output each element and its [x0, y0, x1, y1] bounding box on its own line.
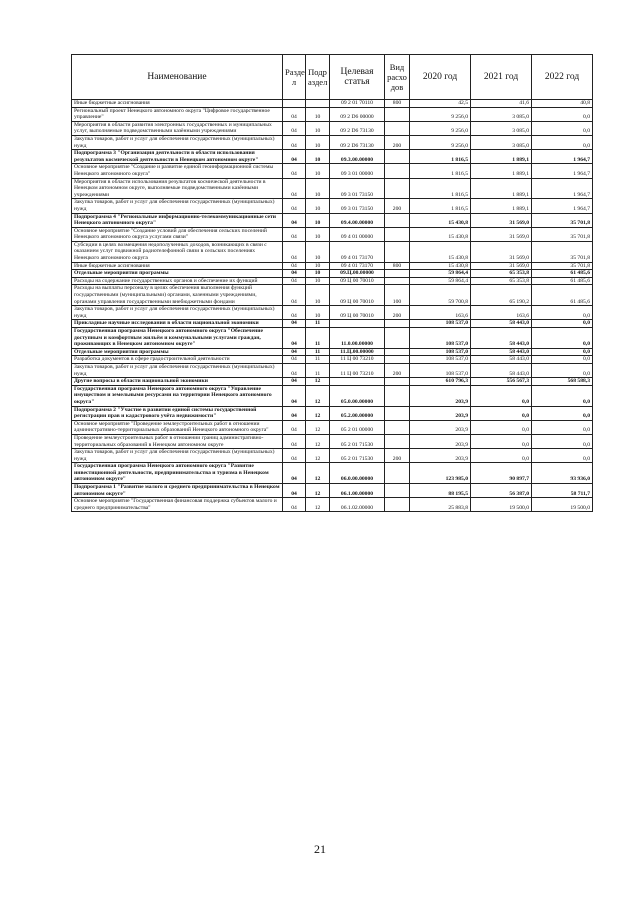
cell-name: Отдельные мероприятия программы: [72, 348, 283, 356]
cell-podrazdel: 10: [306, 262, 330, 270]
cell-expense-type: [385, 270, 410, 278]
cell-podrazdel: [306, 100, 330, 108]
cell-2021: 0,0: [471, 434, 532, 448]
table-header-row: [72, 55, 593, 100]
table-row: [72, 241, 593, 262]
cell-target-article: 09 3 01 73150: [330, 178, 385, 199]
cell-expense-type: [385, 320, 410, 328]
cell-2021: 31 569,0: [471, 262, 532, 270]
cell-target-article: 11 Ц 00 73210: [330, 363, 385, 377]
cell-name: Государственная программа Ненецкого автономного округа "Управление имуществом и земельными ресурсами на территории Ненецкого автономного округа": [72, 385, 283, 406]
cell-2021: 58 443,0: [471, 348, 532, 356]
cell-podrazdel: 12: [306, 498, 330, 512]
cell-name: Подпрограмма 4 "Региональные информационно-телекоммуникационные сети Ненецкого автономного округа": [72, 213, 283, 227]
cell-podrazdel: 12: [306, 385, 330, 406]
header-podrazdel: Подр аздел: [306, 55, 330, 100]
cell-expense-type: [385, 121, 410, 135]
cell-2020: 108 537,0: [410, 356, 471, 364]
cell-2020: 108 537,0: [410, 320, 471, 328]
cell-podrazdel: 10: [306, 270, 330, 278]
cell-razdel: 04: [283, 328, 306, 349]
cell-expense-type: [385, 348, 410, 356]
cell-2022: 0,0: [532, 385, 593, 406]
cell-2022: 58 711,7: [532, 484, 593, 498]
cell-name: Расходы на содержание государственных органов и обеспечение их функций: [72, 277, 283, 285]
cell-target-article: 09 4 01 00000: [330, 227, 385, 241]
cell-2020: 88 195,5: [410, 484, 471, 498]
cell-podrazdel: 10: [306, 277, 330, 285]
cell-name: Государственная программа Ненецкого автономного округа "Обеспечение доступным и комфортным жильём и коммунальными услугами граждан, проживающих в Ненецком автономном округе": [72, 328, 283, 349]
cell-razdel: 04: [283, 484, 306, 498]
cell-2021: 0,0: [471, 420, 532, 434]
cell-target-article: 09 Ц 00 70010: [330, 285, 385, 306]
cell-2021: 556 567,3: [471, 378, 532, 386]
cell-name: Субсидии в целях возмещения недополученных доходов, возникающих в связи с оказанием услуг подвижной радиотелефонной связи в сельских поселениях Ненецкого автономного округа: [72, 241, 283, 262]
cell-razdel: 04: [283, 348, 306, 356]
cell-2020: 203,9: [410, 434, 471, 448]
cell-expense-type: 200: [385, 135, 410, 149]
cell-2022: 0,0: [532, 363, 593, 377]
cell-target-article: 05 2 01 71530: [330, 449, 385, 463]
cell-2022: 1 964,7: [532, 178, 593, 199]
cell-2021: 3 085,0: [471, 121, 532, 135]
cell-name: Закупка товаров, работ и услуг для обеспечения государственных (муниципальных) нужд: [72, 199, 283, 213]
cell-podrazdel: 10: [306, 178, 330, 199]
cell-2020: 42,5: [410, 100, 471, 108]
cell-podrazdel: 10: [306, 285, 330, 306]
cell-2020: 1 816,5: [410, 199, 471, 213]
cell-target-article: 09.Ц.00.00000: [330, 270, 385, 278]
cell-2021: 0,0: [471, 449, 532, 463]
cell-name: Отдельные мероприятия программы: [72, 270, 283, 278]
cell-expense-type: [385, 406, 410, 420]
cell-2022: 1 964,7: [532, 150, 593, 164]
cell-name: Подпрограмма 3 "Организация деятельности в области использования результатов космической деятельности в Ненецком автономном округе": [72, 150, 283, 164]
cell-2021: 58 443,0: [471, 320, 532, 328]
cell-name: Основное мероприятие "Проведение землеустроительных работ в отношении административно-территориальных образований Ненецкого автономного округа": [72, 420, 283, 434]
table-row: [72, 406, 593, 420]
cell-target-article: 09 3 01 00000: [330, 164, 385, 178]
table-row: [72, 363, 593, 377]
table-row: [72, 328, 593, 349]
table-row: [72, 378, 593, 386]
cell-2022: 40,8: [532, 100, 593, 108]
cell-podrazdel: 11: [306, 328, 330, 349]
cell-podrazdel: 10: [306, 227, 330, 241]
cell-2021: 1 889,1: [471, 178, 532, 199]
cell-2020: 9 256,0: [410, 107, 471, 121]
cell-2022: 0,0: [532, 320, 593, 328]
cell-2020: 163,6: [410, 306, 471, 320]
cell-razdel: 04: [283, 135, 306, 149]
cell-2022: 19 500,0: [532, 498, 593, 512]
cell-podrazdel: 11: [306, 363, 330, 377]
cell-target-article: 11.0.00.00000: [330, 328, 385, 349]
table-row: [72, 420, 593, 434]
cell-2020: 108 537,0: [410, 348, 471, 356]
header-2022: 2022 год: [532, 55, 593, 100]
cell-podrazdel: 12: [306, 449, 330, 463]
cell-target-article: 09 4 01 73170: [330, 241, 385, 262]
cell-target-article: 09 2 D6 73130: [330, 135, 385, 149]
cell-2022: 0,0: [532, 420, 593, 434]
cell-podrazdel: 12: [306, 484, 330, 498]
cell-2022: 0,0: [532, 328, 593, 349]
cell-razdel: 04: [283, 213, 306, 227]
cell-2022: 0,0: [532, 356, 593, 364]
cell-name: Иные бюджетные ассигнования: [72, 100, 283, 108]
cell-podrazdel: 10: [306, 135, 330, 149]
cell-name: Закупка товаров, работ и услуг для обеспечения государственных (муниципальных) нужд: [72, 135, 283, 149]
cell-2021: 65 353,8: [471, 270, 532, 278]
header-razdel: Разде л: [283, 55, 306, 100]
cell-target-article: 09 2 D6 73130: [330, 121, 385, 135]
cell-2020: 203,9: [410, 449, 471, 463]
cell-expense-type: [385, 420, 410, 434]
table-row: [72, 213, 593, 227]
cell-podrazdel: 11: [306, 348, 330, 356]
cell-2020: 108 537,0: [410, 363, 471, 377]
table-row: [72, 164, 593, 178]
cell-name: Проведение землеустроительных работ в отношении границ административно-территориальных образований в Ненецком автономном округе: [72, 434, 283, 448]
cell-2020: 9 256,0: [410, 121, 471, 135]
cell-target-article: 06.1.02.00000: [330, 498, 385, 512]
cell-razdel: 04: [283, 107, 306, 121]
cell-2021: 3 085,0: [471, 107, 532, 121]
cell-expense-type: 200: [385, 449, 410, 463]
cell-2021: 31 569,0: [471, 227, 532, 241]
cell-razdel: 04: [283, 463, 306, 484]
cell-target-article: 05.2.00.00000: [330, 406, 385, 420]
cell-razdel: 04: [283, 164, 306, 178]
cell-2021: 56 387,0: [471, 484, 532, 498]
cell-2022: 0,0: [532, 406, 593, 420]
cell-expense-type: [385, 463, 410, 484]
cell-expense-type: [385, 328, 410, 349]
cell-2020: 15 430,8: [410, 241, 471, 262]
cell-target-article: 06.1.00.00000: [330, 484, 385, 498]
cell-expense-type: [385, 241, 410, 262]
cell-2020: 203,9: [410, 406, 471, 420]
cell-razdel: 04: [283, 385, 306, 406]
cell-target-article: 09 Ц 00 70010: [330, 306, 385, 320]
cell-podrazdel: 12: [306, 378, 330, 386]
cell-2022: 0,0: [532, 306, 593, 320]
cell-podrazdel: 10: [306, 107, 330, 121]
cell-2021: 41,6: [471, 100, 532, 108]
cell-name: Мероприятия в области развития электронных государственных и муниципальных услуг, выполняемые подведомственными казёнными учреждениями: [72, 121, 283, 135]
cell-name: Иные бюджетные ассигнования: [72, 262, 283, 270]
cell-target-article: 09.3.00.00000: [330, 150, 385, 164]
cell-razdel: 04: [283, 434, 306, 448]
cell-2021: 31 569,0: [471, 241, 532, 262]
table-row: [72, 121, 593, 135]
cell-name: Закупка товаров, работ и услуг для обеспечения государственных (муниципальных) нужд: [72, 306, 283, 320]
cell-expense-type: 800: [385, 100, 410, 108]
cell-razdel: 04: [283, 420, 306, 434]
cell-target-article: 05.0.00.00000: [330, 385, 385, 406]
cell-target-article: 09 Ц 00 70010: [330, 277, 385, 285]
cell-name: Подпрограмма 2 "Участие в развитии единой системы государственной регистрации прав и кадастрового учёта недвижимости": [72, 406, 283, 420]
cell-2020: 15 430,8: [410, 213, 471, 227]
cell-2022: 0,0: [532, 121, 593, 135]
cell-expense-type: [385, 107, 410, 121]
cell-razdel: 04: [283, 285, 306, 306]
table-row: [72, 262, 593, 270]
table-row: [72, 150, 593, 164]
cell-name: Другие вопросы в области национальной экономики: [72, 378, 283, 386]
cell-razdel: 04: [283, 356, 306, 364]
cell-2022: 35 701,8: [532, 227, 593, 241]
cell-2020: 108 537,0: [410, 328, 471, 349]
cell-target-article: 05 2 01 71530: [330, 434, 385, 448]
cell-2021: 58 443,0: [471, 356, 532, 364]
cell-podrazdel: 12: [306, 463, 330, 484]
cell-target-article: 11.Ц.00.00000: [330, 348, 385, 356]
cell-2020: 9 256,0: [410, 135, 471, 149]
cell-name: Разработка документов в сфере градостроительной деятельности: [72, 356, 283, 364]
table-row: [72, 107, 593, 121]
cell-target-article: 09.4.00.00000: [330, 213, 385, 227]
cell-expense-type: [385, 277, 410, 285]
cell-name: Расходы на выплаты персоналу в целях обеспечения выполнения функций государственными (муниципальными) органами, казенными учреждениями, органами управления государственными внебюджетными фондами: [72, 285, 283, 306]
cell-2020: 59 864,4: [410, 270, 471, 278]
cell-razdel: [283, 100, 306, 108]
cell-name: Государственная программа Ненецкого автономного округа "Развитие инвестиционной деятельности, предпринимательства и туризма в Ненецком автономном округе": [72, 463, 283, 484]
cell-name: Закупка товаров, работ и услуг для обеспечения государственных (муниципальных) нужд: [72, 363, 283, 377]
cell-podrazdel: 10: [306, 241, 330, 262]
cell-podrazdel: 10: [306, 164, 330, 178]
table-row: [72, 277, 593, 285]
cell-2021: 1 889,1: [471, 199, 532, 213]
table-row: [72, 135, 593, 149]
cell-expense-type: 200: [385, 306, 410, 320]
cell-2022: 35 701,8: [532, 262, 593, 270]
cell-2022: 0,0: [532, 135, 593, 149]
cell-podrazdel: 11: [306, 356, 330, 364]
cell-expense-type: [385, 213, 410, 227]
cell-expense-type: [385, 378, 410, 386]
cell-name: Прикладные научные исследования в области национальной экономики: [72, 320, 283, 328]
cell-razdel: 04: [283, 306, 306, 320]
cell-razdel: 04: [283, 363, 306, 377]
table-row: [72, 484, 593, 498]
cell-target-article: [330, 320, 385, 328]
cell-2020: 1 816,5: [410, 178, 471, 199]
cell-target-article: [330, 378, 385, 386]
cell-podrazdel: 12: [306, 434, 330, 448]
header-2020: 2020 год: [410, 55, 471, 100]
cell-2021: 1 889,1: [471, 150, 532, 164]
cell-target-article: 09 2 D6 00000: [330, 107, 385, 121]
cell-2022: 568 588,3: [532, 378, 593, 386]
cell-2020: 15 430,8: [410, 262, 471, 270]
cell-name: Подпрограмма 1 "Развитие малого и среднего предпринимательства в Ненецком автономном округе": [72, 484, 283, 498]
cell-2021: 31 569,0: [471, 213, 532, 227]
cell-2022: 61 485,6: [532, 277, 593, 285]
cell-target-article: 11 Ц 00 73210: [330, 356, 385, 364]
cell-razdel: 04: [283, 320, 306, 328]
cell-razdel: 04: [283, 270, 306, 278]
cell-2022: 0,0: [532, 434, 593, 448]
cell-podrazdel: 10: [306, 121, 330, 135]
cell-podrazdel: 11: [306, 320, 330, 328]
cell-2020: 15 430,8: [410, 227, 471, 241]
header-expense-type: Вид расхо дов: [385, 55, 410, 100]
table-row: [72, 463, 593, 484]
cell-2022: 1 964,7: [532, 164, 593, 178]
cell-podrazdel: 10: [306, 213, 330, 227]
table-row: [72, 449, 593, 463]
cell-razdel: 04: [283, 199, 306, 213]
cell-expense-type: [385, 164, 410, 178]
cell-target-article: 09 3 01 73150: [330, 199, 385, 213]
cell-podrazdel: 12: [306, 406, 330, 420]
cell-2022: 0,0: [532, 348, 593, 356]
cell-razdel: 04: [283, 406, 306, 420]
cell-2022: 0,0: [532, 107, 593, 121]
table-row: [72, 348, 593, 356]
page-number: 21: [314, 842, 326, 856]
cell-2020: 203,9: [410, 420, 471, 434]
cell-2022: 1 964,7: [532, 199, 593, 213]
cell-name: Мероприятия в области использования результатов космической деятельности в Ненецком автономном округе, выполняемые подведомственными казёнными учреждениями: [72, 178, 283, 199]
table-row: [72, 178, 593, 199]
cell-expense-type: [385, 178, 410, 199]
cell-2022: 61 485,6: [532, 270, 593, 278]
cell-expense-type: [385, 434, 410, 448]
cell-2020: 123 985,0: [410, 463, 471, 484]
cell-2021: 58 443,0: [471, 328, 532, 349]
cell-2021: 0,0: [471, 406, 532, 420]
cell-razdel: 04: [283, 262, 306, 270]
cell-target-article: 09 2 01 70110: [330, 100, 385, 108]
table-row: [72, 270, 593, 278]
table-row: [72, 320, 593, 328]
cell-razdel: 04: [283, 178, 306, 199]
cell-expense-type: [385, 150, 410, 164]
header-target-article: Целевая статья: [330, 55, 385, 100]
table-row: [72, 498, 593, 512]
cell-2020: 59 700,8: [410, 285, 471, 306]
table-row: [72, 100, 593, 108]
cell-name: Основное мероприятие "Государственная финансовая поддержка субъектов малого и среднего предпринимательства": [72, 498, 283, 512]
cell-2021: 19 500,0: [471, 498, 532, 512]
header-2021: 2021 год: [471, 55, 532, 100]
cell-2022: 93 936,0: [532, 463, 593, 484]
cell-2020: 59 864,4: [410, 277, 471, 285]
cell-2021: 65 353,8: [471, 277, 532, 285]
cell-2020: 1 816,5: [410, 164, 471, 178]
cell-2021: 90 897,7: [471, 463, 532, 484]
cell-podrazdel: 10: [306, 199, 330, 213]
cell-expense-type: [385, 498, 410, 512]
cell-expense-type: [385, 227, 410, 241]
cell-podrazdel: 10: [306, 150, 330, 164]
cell-name: Региональный проект Ненецкого автономного округа "Цифровое государственное управление": [72, 107, 283, 121]
cell-razdel: 04: [283, 227, 306, 241]
cell-razdel: 04: [283, 449, 306, 463]
cell-target-article: 05 2 01 00000: [330, 420, 385, 434]
table-row: [72, 434, 593, 448]
cell-razdel: 04: [283, 498, 306, 512]
table-row: [72, 385, 593, 406]
header-name: Наименование: [72, 55, 283, 100]
cell-razdel: 04: [283, 277, 306, 285]
cell-expense-type: 100: [385, 285, 410, 306]
table-row: [72, 227, 593, 241]
cell-razdel: 04: [283, 241, 306, 262]
cell-expense-type: 200: [385, 363, 410, 377]
cell-target-article: 09 4 01 73170: [330, 262, 385, 270]
cell-expense-type: [385, 484, 410, 498]
cell-2021: 65 190,2: [471, 285, 532, 306]
cell-2020: 1 816,5: [410, 150, 471, 164]
cell-podrazdel: 10: [306, 306, 330, 320]
cell-2020: 610 796,3: [410, 378, 471, 386]
cell-podrazdel: 12: [306, 420, 330, 434]
cell-name: Основное мероприятие "Создание и развитие единой геоинформационной системы Ненецкого автономного округа": [72, 164, 283, 178]
cell-razdel: 04: [283, 150, 306, 164]
cell-name: Основное мероприятие "Создание условий для обеспечения сельских поселений Ненецкого автономного округа услугами связи": [72, 227, 283, 241]
cell-2021: 1 889,1: [471, 164, 532, 178]
cell-2021: 0,0: [471, 385, 532, 406]
cell-2022: 0,0: [532, 449, 593, 463]
cell-2022: 35 701,8: [532, 213, 593, 227]
cell-expense-type: [385, 356, 410, 364]
cell-name: Закупка товаров, работ и услуг для обеспечения государственных (муниципальных) нужд: [72, 449, 283, 463]
table-row: [72, 285, 593, 306]
cell-expense-type: 800: [385, 262, 410, 270]
cell-expense-type: 200: [385, 199, 410, 213]
cell-razdel: 04: [283, 121, 306, 135]
table-row: [72, 199, 593, 213]
cell-2022: 61 485,6: [532, 285, 593, 306]
table-row: [72, 356, 593, 364]
cell-2021: 3 085,0: [471, 135, 532, 149]
cell-expense-type: [385, 385, 410, 406]
cell-2021: 163,6: [471, 306, 532, 320]
cell-2020: 203,9: [410, 385, 471, 406]
budget-table: [71, 54, 593, 512]
cell-2020: 25 883,8: [410, 498, 471, 512]
cell-razdel: 04: [283, 378, 306, 386]
cell-2021: 58 443,0: [471, 363, 532, 377]
cell-target-article: 06.0.00.00000: [330, 463, 385, 484]
cell-2022: 35 701,8: [532, 241, 593, 262]
table-row: [72, 306, 593, 320]
